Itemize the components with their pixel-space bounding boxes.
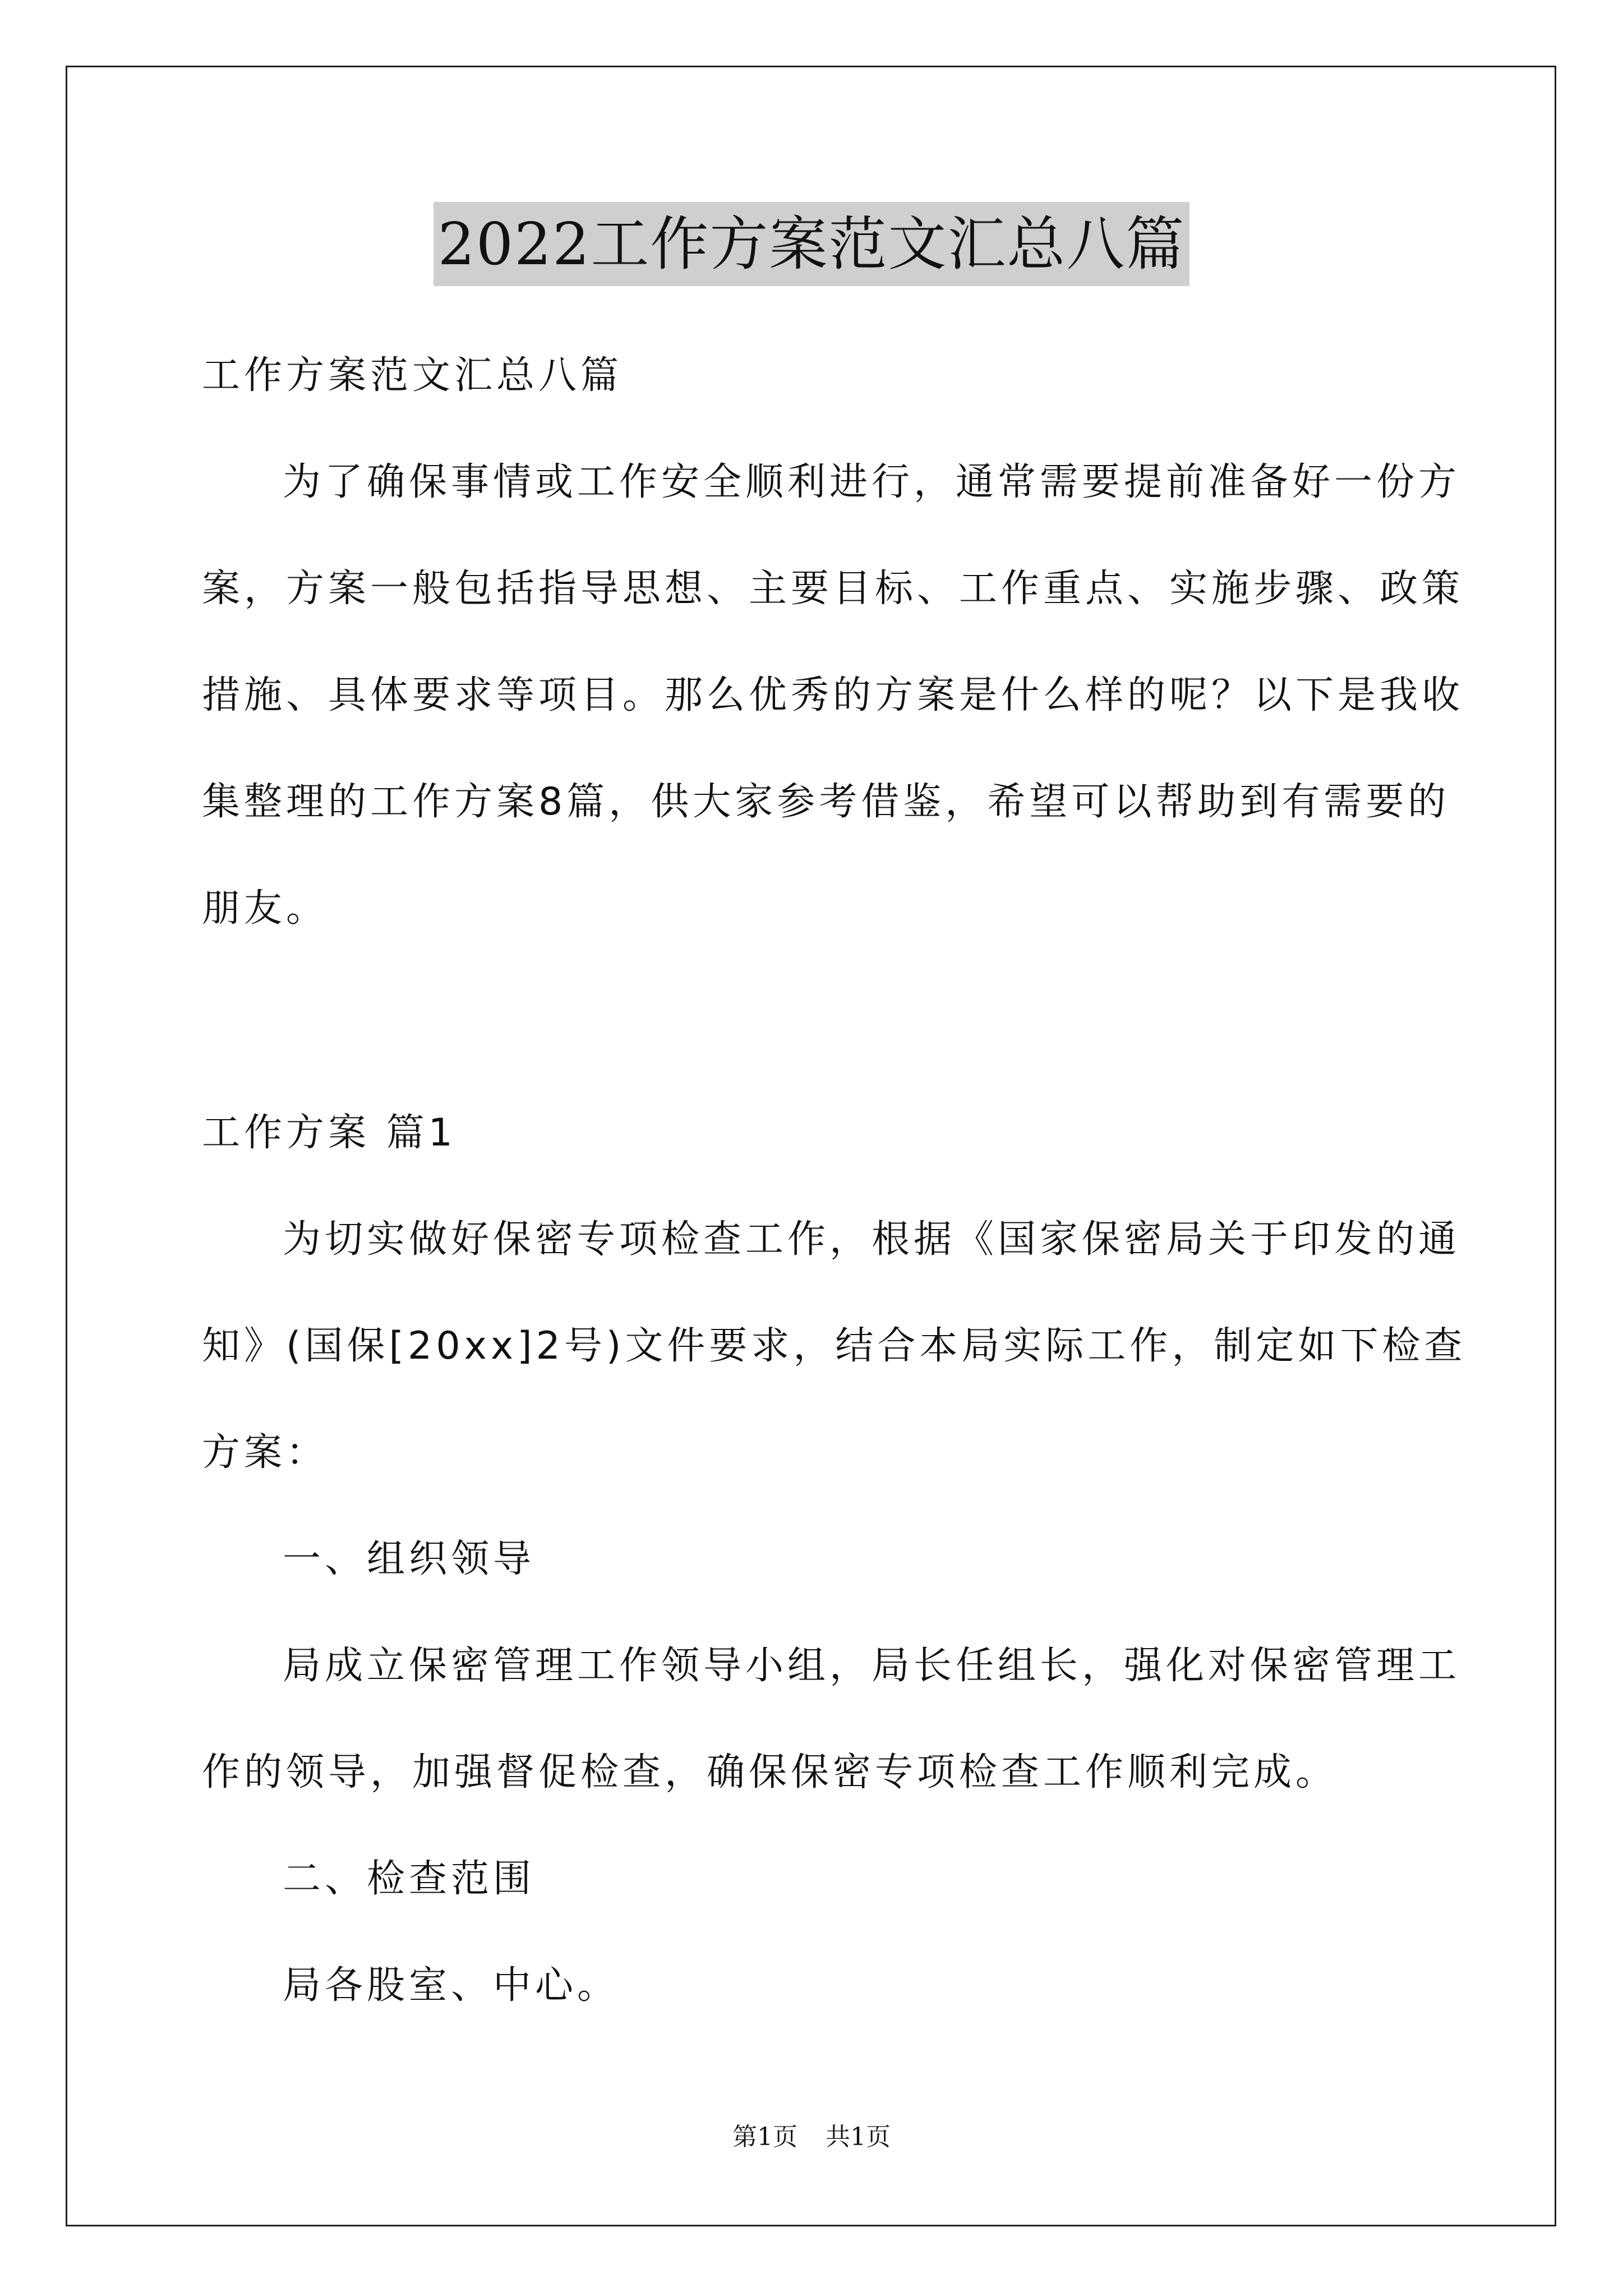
page-footer bbox=[0, 2120, 1623, 2154]
footer-page-total: 共1页 bbox=[826, 2123, 891, 2151]
heading-organization: 一、组织领导 bbox=[283, 1537, 536, 1581]
heading-scope: 二、检查范围 bbox=[283, 1857, 536, 1901]
document-subtitle: 工作方案范文汇总八篇 bbox=[202, 353, 623, 398]
section-line-2: 知》(国保[20xx]2号)文件要求，结合本局实际工作，制定如下检查 bbox=[202, 1324, 1467, 1368]
intro-line-5: 朋友。 bbox=[202, 886, 329, 931]
footer-page-current: 第1页 bbox=[732, 2123, 797, 2151]
scope-text: 局各股室、中心。 bbox=[283, 1963, 620, 2008]
intro-line-4: 集整理的工作方案8篇，供大家参考借鉴，希望可以帮助到有需要的 bbox=[202, 780, 1450, 824]
intro-line-2: 案，方案一般包括指导思想、主要目标、工作重点、实施步骤、政策 bbox=[202, 567, 1464, 611]
leadership-line-2: 作的领导，加强督促检查，确保保密专项检查工作顺利完成。 bbox=[202, 1750, 1338, 1795]
section-line-1: 为切实做好保密专项检查工作，根据《国家保密局关于印发的通 bbox=[283, 1217, 1461, 1262]
intro-line-3: 措施、具体要求等项目。那么优秀的方案是什么样的呢？以下是我收 bbox=[202, 673, 1464, 717]
section-line-3: 方案： bbox=[202, 1430, 329, 1475]
intro-line-1: 为了确保事情或工作安全顺利进行，通常需要提前准备好一份方 bbox=[283, 460, 1461, 504]
title-wrapper bbox=[0, 202, 1623, 286]
document-title: 2022工作方案范文汇总八篇 bbox=[434, 202, 1190, 286]
section-title: 工作方案 篇1 bbox=[202, 1111, 457, 1155]
leadership-line-1: 局成立保密管理工作领导小组，局长任组长，强化对保密管理工 bbox=[283, 1644, 1461, 1688]
